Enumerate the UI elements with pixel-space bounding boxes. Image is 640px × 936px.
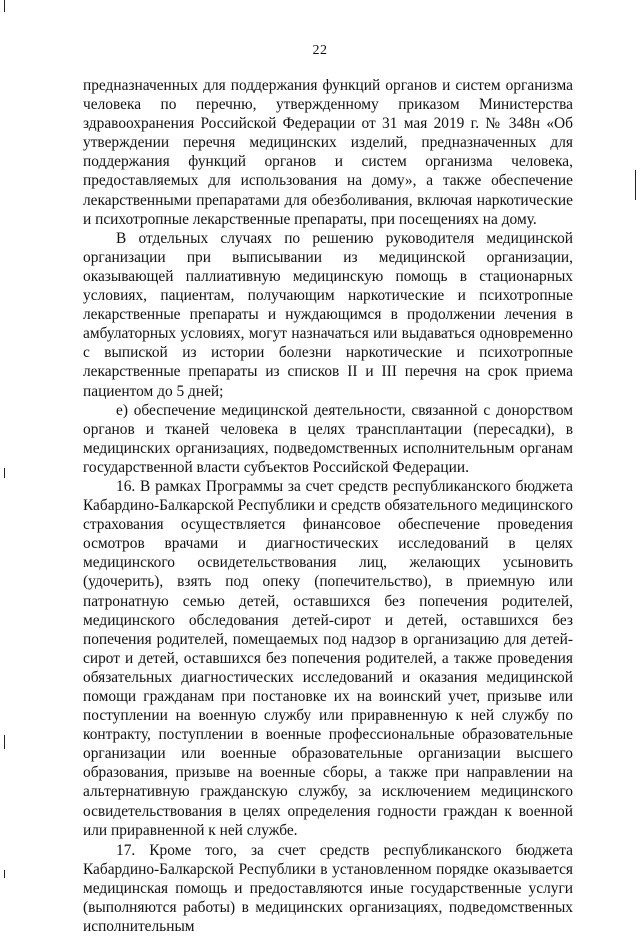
page-number: 22 [312,43,328,58]
document-body [83,76,573,936]
scan-edge-mark [4,870,5,878]
scan-edge-mark [635,170,636,200]
paragraph-section-16: 16. В рамках Программы за счет средств республиканского бюджета Кабардино-Балкарской Республики и средств обязательного медицинского страхования осуществляется финансовое обеспечение проведения осмотров врачами и диагностических исследований в целях медицинского освидетельствования лиц, желающих усыновить (удочерить), взять под опеку (попечительство), в приемную или патронатную семью детей, оставшихся без попечения родителей, медицинского обследования детей-сирот и детей, оставшихся без попечения родителей, помещаемых под надзор в организацию для детей-сирот и детей, оставшихся без попечения родителей, а также проведения обязательных диагностических исследований и оказания медицинской помощи гражданам при постановке их на воинский учет, призыве или поступлении на военную службу или приравненную к ней службу по контракту, поступлении в военные профессиональные образовательные организации или военные образовательные организации высшего образования, призыве на военные сборы, а также при направлении на альтернативную гражданскую службу, за исключением медицинского освидетельствования в целях определения годности граждан к военной или приравненной к ней службе. [83,477,573,839]
scan-edge-mark [4,735,5,749]
paragraph-palliative-discharge: В отдельных случаях по решению руководителя медицинской организации при выписывании из медицинской организации, оказывающей паллиативную медицинскую помощь в стационарных условиях, пациентам, получающим наркотические и психотропные лекарственные препараты и нуждающимся в продолжении лечения в амбулаторных условиях, могут назначаться или выдаваться одновременно с выпиской из истории болезни наркотические и психотропные лекарственные препараты из списков II и III перечня на срок приема пациентом до 5 дней; [83,229,573,400]
paragraph-section-17: 17. Кроме того, за счет средств республиканского бюджета Кабардино-Балкарской Республики в установленном порядке оказывается медицинская помощь и предоставляются иные государственные услуги (выполняются работы) в медицинских организациях, подведомственных исполнительным [83,841,573,936]
paragraph-item-e-donation: е) обеспечение медицинской деятельности, связанной с донорством органов и тканей человека в целях трансплантации (пересадки), в медицинских организациях, подведомственных исполнительным органам государственной власти субъектов Российской Федерации. [83,401,573,476]
paragraph-medical-devices-continuation: предназначенных для поддержания функций органов и систем организма человека по перечню, утвержденному приказом Министерства здравоохранения Российской Федерации от 31 мая 2019 г. № 348н «Об утверждении перечня медицинских изделий, предназначенных для поддержания функций органов и систем организма человека, предоставляемых для использования на дому», а также обеспечение лекарственными препаратами для обезболивания, включая наркотические и психотропные лекарственные препараты, при посещениях на дому. [83,77,573,228]
scan-edge-mark [4,0,5,12]
scan-edge-mark [4,468,5,478]
